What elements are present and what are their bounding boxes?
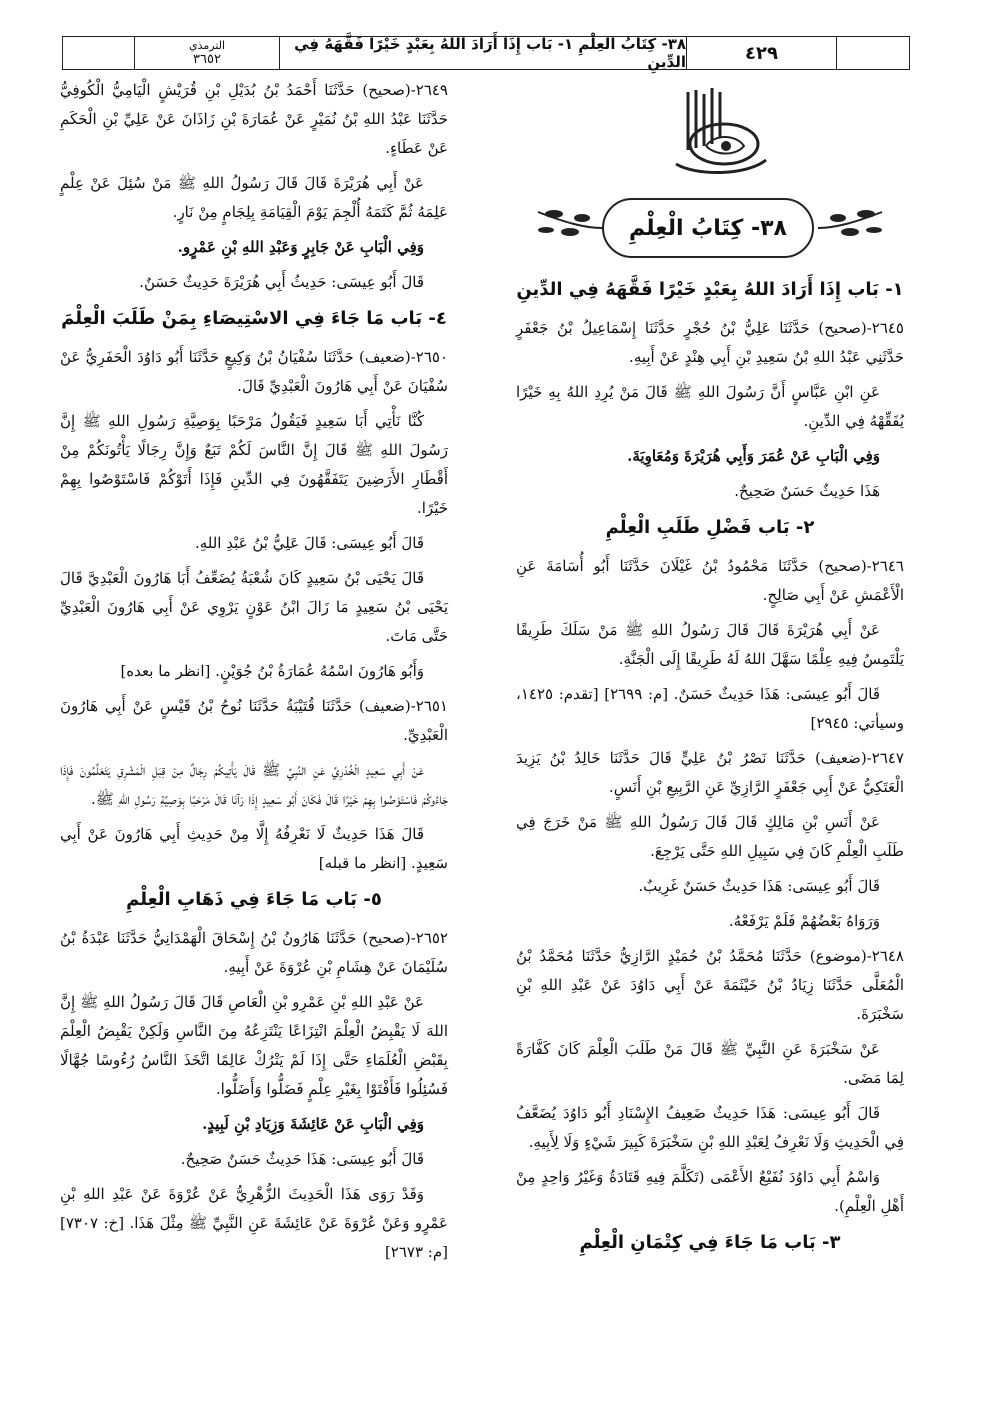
hadith-2650-name-note: وَأَبُو هَارُونَ اسْمُهُ عُمَارَةُ بْنُ جُوَيْنٍ. [انظر ما بعده] [120, 662, 424, 680]
hadith-2646-isnad: ٢٦٤٦-(صحيح) حَدَّثَنَا مَحْمُودُ بْنُ غَيْلَانَ حَدَّثَنَا أَبُو أُسَامَةَ عَنِ الْأَعْمَشِ عَنْ أَبِي صَالِحٍ. [516, 557, 904, 604]
hadith-2648-note: وَاسْمُ أَبِي دَاوُدَ نُفَيْعٌ الأَعْمَى (تَكَلَّمَ فِيهِ قَتَادَةُ وَغَيْرُ وَاحِدٍ مِنْ أَهْلِ الْعِلْمِ). [516, 1168, 904, 1215]
left-column [60, 76, 448, 1273]
hadith-2649-bab: وَفِي الْبَابِ عَنْ جَابِرٍ وَعَبْدِ اللهِ بْنِ عَمْرٍو. [177, 238, 424, 256]
page-header [62, 36, 910, 70]
hadith-2650-text: كُنَّا نَأْتِي أَبَا سَعِيدٍ فَيَقُولُ مَرْحَبًا بِوَصِيَّةِ رَسُولِ اللهِ ﷺ إِنَّ رَسُولَ اللهِ ﷺ قَالَ إِنَّ النَّاسَ لَكُمْ تَبَعٌ وَإِنَّ رِجَالًا يَأْتُونَكُمْ مِنْ أَقْطَارِ الأَرَضِينَ يَتَفَقَّهُونَ فِي الدِّينِ فَإِذَا أَتَوْكُمْ فَاسْتَوْصُوا بِهِمْ خَيْرًا. [60, 412, 448, 517]
hadith-2645-bab: وَفِي الْبَابِ عَنْ عُمَرَ وَأَبِي هُرَيْرَةَ وَمُعَاوِيَةَ. [627, 447, 880, 465]
hadith-2649-grade: قَالَ أَبُو عِيسَى: حَدِيثُ أَبِي هُرَيْرَةَ حَدِيثٌ حَسَنٌ. [139, 273, 424, 291]
hadith-2652-text: عَنْ عَبْدِ اللهِ بْنِ عَمْرِو بْنِ الْعَاصِ قَالَ قَالَ رَسُولُ اللهِ ﷺ إِنَّ اللهَ لَا يَقْبِضُ الْعِلْمَ انْتِزَاعًا يَنْتَزِعُهُ مِنَ النَّاسِ وَلَكِنْ يَقْبِضُ الْعِلْمَ بِقَبْضِ الْعُلَمَاءِ حَتَّى إِذَا لَمْ يَتْرُكْ عَالِمًا اتَّخَذَ النَّاسُ رُءُوسًا جُهَّالًا فَسُئِلُوا فَأَفْتَوْا بِغَيْرِ عِلْمٍ فَضَلُّوا وَأَضَلُّوا. [60, 993, 448, 1098]
chapter-5-title: ٥- بَاب مَا جَاءَ فِي ذَهَابِ الْعِلْمِ [126, 889, 382, 910]
running-title: ٣٨- كِتَابُ العِلْمِ ١- بَاب إِذَا أَرَادَ اللهُ بِعَبْدٍ خَيْرًا فَقَّهَهُ فِي الدِّينِ [280, 37, 687, 69]
hadith-2652-bab: وَفِي الْبَابِ عَنْ عَائِشَةَ وَزِيَادِ بْنِ لَبِيدٍ. [202, 1115, 424, 1133]
hadith-2645-isnad: ٢٦٤٥-(صحيح) حَدَّثَنَا عَلِيُّ بْنُ حُجْرٍ حَدَّثَنَا إِسْمَاعِيلُ بْنُ جَعْفَرٍ حَدَّثَنِي عَبْدُ اللهِ بْنُ سَعِيدِ بْنِ أَبِي هِنْدٍ عَنْ أَبِيهِ. [516, 319, 904, 366]
right-column [516, 76, 904, 1267]
hadith-2652-note: وَقَدْ رَوَى هَذَا الْحَدِيثَ الزُّهْرِيُّ عَنْ عُرْوَةَ عَنْ عَبْدِ اللهِ بْنِ عَمْرٍو وَعَنْ عُرْوَةَ عَنْ عَائِشَةَ عَنِ النَّبِيِّ ﷺ مِثْلَ هَذَا. [خ: ٧٣٠٧] [م: ٢٦٧٣] [60, 1185, 448, 1261]
hadith-2647-note: وَرَوَاهُ بَعْضُهُمْ فَلَمْ يَرْفَعْهُ. [728, 912, 880, 930]
hadith-2651-grade: قَالَ هَذَا حَدِيثٌ لَا نَعْرِفُهُ إِلَّا مِنْ حَدِيثِ أَبِي هَارُونَ عَنْ أَبِي سَعِيدٍ. [انظر ما قبله] [60, 825, 448, 872]
chapter-2-title: ٢- بَاب فَضْلِ طَلَبِ الْعِلْمِ [605, 517, 815, 538]
floral-ornament-left-icon [534, 202, 604, 252]
hadith-2651-text: عَنْ أَبِي سَعِيدٍ الْخُدْرِيِّ عَنِ النَّبِيِّ ﷺ قَالَ يَأْتِيكُمْ رِجَالٌ مِنْ قِبَلِ الْمَشْرِقِ يَتَعَلَّمُونَ فَإِذَا جَاءُوكُمْ فَاسْتَوْصُوا بِهِمْ خَيْرًا قَالَ فَكَانَ أَبُو سَعِيدٍ إِذَا رَآنَا قَالَ مَرْحَبًا بِوَصِيَّةِ رَسُولِ اللهِ ﷺ. [60, 761, 448, 808]
basmala-calligraphy-icon [666, 86, 776, 178]
hadith-2647-grade: قَالَ أَبُو عِيسَى: هَذَا حَدِيثٌ حَسَنٌ غَرِيبٌ. [638, 877, 880, 895]
hadith-2648-grade: قَالَ أَبُو عِيسَى: هَذَا حَدِيثٌ ضَعِيفُ الإِسْنَادِ أَبُو دَاوُدَ يُضَعَّفُ فِي الْحَدِيثِ وَلَا نَعْرِفُ لِعَبْدِ اللهِ بْنِ سَخْبَرَةَ كَبِيرَ شَيْءٍ وَلَا لِأَبِيهِ. [516, 1104, 904, 1151]
hadith-2647-isnad: ٢٦٤٧-(ضعيف) حَدَّثَنَا نَصْرُ بْنُ عَلِيٍّ قَالَ حَدَّثَنَا خَالِدُ بْنُ يَزِيدَ الْعَتَكِيُّ عَنْ أَبِي جَعْفَرٍ الرَّازِيِّ عَنِ الرَّبِيعِ بْنِ أَنَسٍ. [516, 749, 904, 796]
page-number: ٤٢٩ [687, 37, 837, 69]
hadith-2646-grade: قَالَ أَبُو عِيسَى: هَذَا حَدِيثٌ حَسَنٌ. [م: ٢٦٩٩] [تقدم: ١٤٢٥، وسيأتي: ٢٩٤٥] [516, 685, 904, 732]
header-reference [135, 37, 280, 69]
hadith-2648-text: عَنْ سَخْبَرَةَ عَنِ النَّبِيِّ ﷺ قَالَ مَنْ طَلَبَ الْعِلْمَ كَانَ كَفَّارَةً لِمَا مَضَى. [516, 1040, 904, 1087]
header-empty-cell-right [837, 37, 909, 69]
hadith-2651-isnad: ٢٦٥١-(ضعيف) حَدَّثَنَا قُتَيْبَةُ حَدَّثَنَا نُوحُ بْنُ قَيْسٍ عَنْ أَبِي هَارُونَ الْعَبْدِيِّ. [60, 697, 448, 744]
hadith-2649-isnad: ٢٦٤٩-(صحيح) حَدَّثَنَا أَحْمَدُ بْنُ بُدَيْلِ بْنِ قُرَيْشٍ الْيَامِيُّ الْكُوفِيُّ حَدَّثَنَا عَبْدُ اللهِ بْنُ نُمَيْرٍ عَنْ عُمَارَةَ بْنِ زَاذَانَ عَنْ عَلِيِّ بْنِ الْحَكَمِ عَنْ عَطَاءٍ. [60, 81, 448, 157]
book-title: ٣٨- كِتَابُ الْعِلْمِ [602, 198, 814, 258]
header-ref-number: ٣٦٥٢ [193, 52, 221, 67]
hadith-2645-grade: هَذَا حَدِيثٌ حَسَنٌ صَحِيحٌ. [734, 482, 880, 500]
hadith-2650-isnad: ٢٦٥٠-(ضعيف) حَدَّثَنَا سُفْيَانُ بْنُ وَكِيعٍ حَدَّثَنَا أَبُو دَاوُدَ الْحَفَرِيُّ عَنْ سُفْيَانَ عَنْ أَبِي هَارُونَ الْعَبْدِيِّ قَالَ. [60, 348, 448, 395]
hadith-2649-text: عَنْ أَبِي هُرَيْرَةَ قَالَ قَالَ رَسُولُ اللهِ ﷺ مَنْ سُئِلَ عَنْ عِلْمٍ عَلِمَهُ ثُمَّ كَتَمَهُ أُلْجِمَ يَوْمَ الْقِيَامَةِ بِلِجَامٍ مِنْ نَارٍ. [60, 174, 448, 221]
hadith-2648-isnad: ٢٦٤٨-(موضوع) حَدَّثَنَا مُحَمَّدُ بْنُ حُمَيْدٍ الرَّازِيُّ حَدَّثَنَا مُحَمَّدُ بْنُ الْمُعَلَّى حَدَّثَنَا زِيَادُ بْنُ خَيْثَمَةَ عَنْ أَبِي دَاوُدَ عَنْ عَبْدِ اللهِ بْنِ سَخْبَرَةَ. [516, 947, 904, 1023]
book-title-cartouche [516, 190, 904, 268]
chapter-3-title: ٣- بَاب مَا جَاءَ فِي كِتْمَانِ الْعِلْمِ [579, 1232, 841, 1253]
hadith-2650-yahya: قَالَ يَحْيَى بْنُ سَعِيدٍ كَانَ شُعْبَةُ يُضَعِّفُ أَبَا هَارُونَ الْعَبْدِيَّ قَالَ يَحْيَى بْنُ سَعِيدٍ مَا زَالَ ابْنُ عَوْنٍ يَرْوِي عَنْ أَبِي هَارُونَ الْعَبْدِيِّ حَتَّى مَاتَ. [60, 569, 448, 645]
chapter-1-title: ١- بَاب إِذَا أَرَادَ اللهُ بِعَبْدٍ خَيْرًا فَقَّهَهُ فِي الدِّينِ [516, 279, 904, 300]
chapter-4-title: ٤- بَاب مَا جَاءَ فِي الاسْتِيصَاءِ بِمَنْ طَلَبَ الْعِلْمَ [61, 308, 447, 329]
hadith-2647-text: عَنْ أَنَسِ بْنِ مَالِكٍ قَالَ قَالَ رَسُولُ اللهِ ﷺ مَنْ خَرَجَ فِي طَلَبِ الْعِلْمِ كَانَ فِي سَبِيلِ اللهِ حَتَّى يَرْجِعَ. [516, 813, 904, 860]
floral-ornament-right-icon [816, 202, 886, 252]
header-ref-label: الترمذي [188, 39, 226, 52]
hadith-2646-text: عَنْ أَبِي هُرَيْرَةَ قَالَ قَالَ رَسُولُ اللهِ ﷺ مَنْ سَلَكَ طَرِيقًا يَلْتَمِسُ فِيهِ عِلْمًا سَهَّلَ اللهُ لَهُ طَرِيقًا إِلَى الْجَنَّةِ. [516, 621, 904, 668]
hadith-2652-isnad: ٢٦٥٢-(صحيح) حَدَّثَنَا هَارُونُ بْنُ إِسْحَاقَ الْهَمْدَانِيُّ حَدَّثَنَا عَبْدَةُ بْنُ سُلَيْمَانَ عَنْ هِشَامِ بْنِ عُرْوَةَ عَنْ أَبِيهِ. [60, 929, 448, 976]
hadith-2652-grade: قَالَ أَبُو عِيسَى: هَذَا حَدِيثٌ حَسَنٌ صَحِيحٌ. [180, 1150, 424, 1168]
header-empty-cell-left [63, 37, 135, 69]
hadith-2645-text: عَنِ ابْنِ عَبَّاسٍ أَنَّ رَسُولَ اللهِ ﷺ قَالَ مَنْ يُرِدِ اللهُ بِهِ خَيْرًا يُفَقِّهْهُ فِي الدِّينِ. [516, 383, 904, 430]
hadith-2650-abu-isa: قَالَ أَبُو عِيسَى: قَالَ عَلِيُّ بْنُ عَبْدِ اللهِ. [194, 534, 424, 552]
calligraphy-seal [516, 86, 904, 182]
